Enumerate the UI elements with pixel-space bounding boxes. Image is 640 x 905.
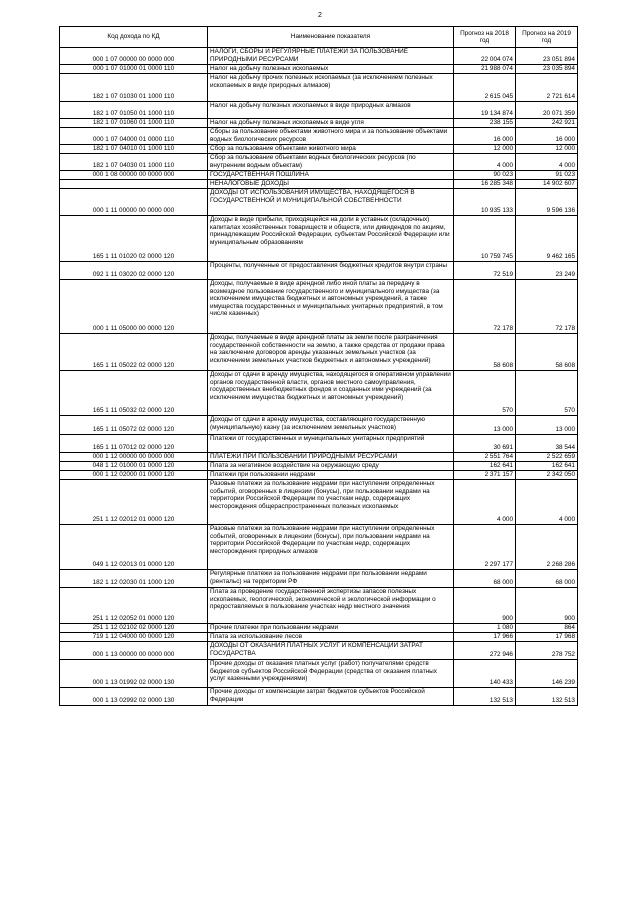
table-row: [60, 624, 578, 633]
row-value-2018: 2 615 045: [454, 74, 516, 102]
header-code: Код дохода по КД: [60, 27, 208, 48]
row-value-2018: 162 641: [454, 462, 516, 471]
row-code: 165 1 11 05072 02 0000 120: [60, 416, 208, 435]
row-value-2019: 278 752: [516, 642, 578, 660]
row-value-2019: 68 000: [516, 570, 578, 588]
row-value-2019: 242 921: [516, 119, 578, 128]
table-row: [60, 453, 578, 462]
row-code: 000 1 07 04000 01 0000 110: [60, 128, 208, 145]
row-name: ДОХОДЫ ОТ ОКАЗАНИЯ ПЛАТНЫХ УСЛУГ И КОМПЕНСАЦИИ ЗАТРАТ ГОСУДАРСТВА: [208, 642, 454, 660]
row-name: Проценты, полученные от предоставления бюджетных кредитов внутри страны: [208, 262, 454, 280]
table-row: [60, 145, 578, 154]
row-value-2018: 90 023: [454, 171, 516, 180]
row-code: 165 1 11 05022 02 0000 120: [60, 334, 208, 371]
row-value-2019: 2 342 050: [516, 471, 578, 480]
row-value-2018: 238 155: [454, 119, 516, 128]
table-row: [60, 480, 578, 525]
row-name: Плата за негативное воздействие на окружающую среду: [208, 462, 454, 471]
row-code: 182 1 07 01060 01 1000 110: [60, 119, 208, 128]
row-value-2019: 4 000: [516, 154, 578, 171]
row-code: 049 1 12 02013 01 0000 120: [60, 525, 208, 570]
row-value-2019: 162 641: [516, 462, 578, 471]
table-row: [60, 371, 578, 416]
row-value-2019: 14 902 607: [516, 180, 578, 189]
table-row: [60, 74, 578, 102]
row-value-2019: 38 544: [516, 435, 578, 453]
row-value-2018: 2 371 157: [454, 471, 516, 480]
row-value-2018: 16 000: [454, 128, 516, 145]
row-value-2018: 30 691: [454, 435, 516, 453]
row-value-2019: 17 968: [516, 633, 578, 642]
row-code: 000 1 12 02000 01 0000 120: [60, 471, 208, 480]
row-value-2019: 132 513: [516, 688, 578, 706]
budget-revenue-table: [59, 26, 578, 706]
row-value-2019: 864: [516, 624, 578, 633]
row-value-2019: 23 051 894: [516, 48, 578, 65]
row-name: Плата за проведение государственной экспертизы запасов полезных ископаемых, геологической, экономической и экологической информации о предоставляемых в пользование участках недр местного значения: [208, 588, 454, 624]
row-value-2018: 17 966: [454, 633, 516, 642]
row-name: Прочие платежи при пользовании недрами: [208, 624, 454, 633]
row-name: ДОХОДЫ ОТ ИСПОЛЬЗОВАНИЯ ИМУЩЕСТВА, НАХОДЯЩЕГОСЯ В ГОСУДАРСТВЕННОЙ И МУНИЦИПАЛЬНОЙ СОБСТВЕННОСТИ: [208, 189, 454, 216]
row-value-2018: 4 000: [454, 154, 516, 171]
row-value-2019: 9 462 165: [516, 216, 578, 262]
table-row: [60, 216, 578, 262]
row-value-2019: 91 023: [516, 171, 578, 180]
row-value-2018: 140 433: [454, 660, 516, 688]
row-code: 251 1 12 02102 02 0000 120: [60, 624, 208, 633]
row-name: Доходы от сдачи в аренду имущества, составляющего государственную (муниципальную) казну (за исключением земельных участков): [208, 416, 454, 435]
table-row: [60, 180, 578, 189]
row-code: 000 1 08 00000 00 0000 000: [60, 171, 208, 180]
header-2018: Прогноз на 2018 год: [454, 27, 516, 48]
row-value-2018: 19 134 874: [454, 102, 516, 119]
row-code: 165 1 11 05032 02 0000 120: [60, 371, 208, 416]
table-row: [60, 588, 578, 624]
header-name: Наименование показателя: [208, 27, 454, 48]
row-code: 182 1 07 01050 01 1000 110: [60, 102, 208, 119]
table-row: [60, 642, 578, 660]
table-row: [60, 65, 578, 74]
row-name: Регулярные платежи за пользование недрами при пользовании недрами (рентальс) на территории РФ: [208, 570, 454, 588]
row-value-2019: 2 721 614: [516, 74, 578, 102]
row-value-2019: 58 608: [516, 334, 578, 371]
row-value-2019: 20 071 359: [516, 102, 578, 119]
row-code: 182 1 07 04010 01 1000 110: [60, 145, 208, 154]
table-row: [60, 334, 578, 371]
row-code: 165 1 11 01020 02 0000 120: [60, 216, 208, 262]
table-row: [60, 171, 578, 180]
table-row: [60, 462, 578, 471]
row-value-2018: 58 608: [454, 334, 516, 371]
row-value-2018: 16 285 348: [454, 180, 516, 189]
row-value-2019: 23 035 894: [516, 65, 578, 74]
row-name: Платежи при пользовании недрами: [208, 471, 454, 480]
row-name: Налог на добычу полезных ископаемых в виде природных алмазов: [208, 102, 454, 119]
row-name: Доходы в виде прибыли, приходящейся на доли в уставных (складочных) капиталах хозяйственных товариществ и обществ, или дивидендов по акциям, принадлежащим Российской Федерации, субъектам Российской Федерации или муниципальным образованиям: [208, 216, 454, 262]
row-code: 000 1 07 01000 01 0000 110: [60, 65, 208, 74]
table-row: [60, 525, 578, 570]
row-value-2019: 146 239: [516, 660, 578, 688]
table-row: [60, 119, 578, 128]
row-code: 000 1 11 05000 00 0000 120: [60, 280, 208, 334]
row-value-2019: 72 178: [516, 280, 578, 334]
row-code: 092 1 11 03020 02 0000 120: [60, 262, 208, 280]
row-code: 000 1 13 01992 02 0000 130: [60, 660, 208, 688]
table-row: [60, 633, 578, 642]
table-row: [60, 570, 578, 588]
table-row: [60, 128, 578, 145]
row-name: Плата за использование лесов: [208, 633, 454, 642]
row-code: 251 1 12 02052 01 0000 120: [60, 588, 208, 624]
row-value-2018: 1 080: [454, 624, 516, 633]
row-value-2018: 72 178: [454, 280, 516, 334]
row-value-2019: 2 522 659: [516, 453, 578, 462]
row-code: [60, 180, 208, 189]
row-name: Налог на добычу прочих полезных ископаемых (за исключением полезных ископаемых в виде природных алмазов): [208, 74, 454, 102]
row-name: ПЛАТЕЖИ ПРИ ПОЛЬЗОВАНИИ ПРИРОДНЫМИ РЕСУРСАМИ: [208, 453, 454, 462]
row-value-2019: 16 000: [516, 128, 578, 145]
row-code: 251 1 12 02012 01 0000 120: [60, 480, 208, 525]
table-header-row: [60, 27, 578, 48]
row-value-2018: 4 000: [454, 480, 516, 525]
row-code: 182 1 07 01030 01 1000 110: [60, 74, 208, 102]
table-row: [60, 688, 578, 706]
row-value-2018: 10 759 745: [454, 216, 516, 262]
table-row: [60, 48, 578, 65]
table-row: [60, 189, 578, 216]
row-value-2018: 132 513: [454, 688, 516, 706]
row-name: Доходы, получаемые в виде арендной либо иной платы за передачу в возмездное пользование государственного и муниципального имущества (за исключением имущества бюджетных и автономных учреждений, а также имущества государственных и муниципальных унитарных предприятий, в том числе казенных): [208, 280, 454, 334]
table-row: [60, 471, 578, 480]
row-value-2019: 900: [516, 588, 578, 624]
row-value-2018: 10 935 133: [454, 189, 516, 216]
row-value-2018: 570: [454, 371, 516, 416]
row-value-2018: 68 000: [454, 570, 516, 588]
row-name: Сборы за пользование объектами животного мира и за пользование объектами водных биологических ресурсов: [208, 128, 454, 145]
row-code: 000 1 13 00000 00 0000 000: [60, 642, 208, 660]
row-code: 048 1 12 01000 01 0000 120: [60, 462, 208, 471]
row-value-2019: 23 249: [516, 262, 578, 280]
row-code: 182 1 07 04030 01 1000 110: [60, 154, 208, 171]
row-value-2018: 22 004 074: [454, 48, 516, 65]
row-code: 000 1 12 00000 00 0000 000: [60, 453, 208, 462]
table-row: [60, 154, 578, 171]
row-code: 719 1 12 04000 00 0000 120: [60, 633, 208, 642]
row-name: Доходы от сдачи в аренду имущества, находящегося в оперативном управлении органов государственной власти, органов местного самоуправления, государственных внебюджетных фондов и созданных ими учреждений (за исключением имущества бюджетных и автономных учреждений): [208, 371, 454, 416]
row-code: 000 1 11 00000 00 0000 000: [60, 189, 208, 216]
header-2019: Прогноз на 2019 год: [516, 27, 578, 48]
row-value-2018: 13 000: [454, 416, 516, 435]
row-name: ГОСУДАРСТВЕННАЯ ПОШЛИНА: [208, 171, 454, 180]
row-name: Прочие доходы от компенсации затрат бюджетов субъектов Российской Федерации: [208, 688, 454, 706]
row-value-2019: 570: [516, 371, 578, 416]
row-code: 000 1 07 00000 00 0000 000: [60, 48, 208, 65]
row-name: НЕНАЛОГОВЫЕ ДОХОДЫ: [208, 180, 454, 189]
row-value-2019: 13 000: [516, 416, 578, 435]
row-name: Сбор за пользование объектами животного мира: [208, 145, 454, 154]
row-code: 165 1 11 07012 02 0000 120: [60, 435, 208, 453]
row-value-2018: 272 946: [454, 642, 516, 660]
row-name: Разовые платежи за пользование недрами при наступлении определенных событий, оговоренных в лицензии (бонусы), при пользовании недрами на территории Российской Федерации по участкам недр, содержащих месторождения природных алмазов: [208, 525, 454, 570]
row-name: Доходы, получаемые в виде арендной платы за земли после разграничения государственной собственности на землю, а также средства от продажи права на заключение договоров аренды указанных земельных участков (за исключением земельных участков бюджетных и автономных учреждений): [208, 334, 454, 371]
row-value-2019: 9 596 136: [516, 189, 578, 216]
row-name: Разовые платежи за пользование недрами при наступлении определенных событий, оговоренных в лицензии (бонусы), при пользовании недрами на территории Российской Федерации по участкам недр, содержащих месторождения общераспространенных полезных ископаемых: [208, 480, 454, 525]
row-value-2018: 12 000: [454, 145, 516, 154]
table-row: [60, 280, 578, 334]
page-number: 2: [318, 12, 322, 19]
row-value-2018: 72 519: [454, 262, 516, 280]
row-name: Прочие доходы от оказания платных услуг (работ) получателями средств бюджетов субъектов Российской Федерации (средства от оказания платных услуг казенными учреждениями): [208, 660, 454, 688]
row-name: Сбор за пользование объектами водных биологических ресурсов (по внутренним водным объектам): [208, 154, 454, 171]
row-value-2019: 2 268 286: [516, 525, 578, 570]
row-value-2019: 12 000: [516, 145, 578, 154]
table-row: [60, 660, 578, 688]
row-name: Налог на добычу полезных ископаемых: [208, 65, 454, 74]
table-row: [60, 102, 578, 119]
row-name: Платежи от государственных и муниципальных унитарных предприятий: [208, 435, 454, 453]
table-row: [60, 435, 578, 453]
row-code: 182 1 12 02030 01 1000 120: [60, 570, 208, 588]
row-value-2018: 21 988 074: [454, 65, 516, 74]
row-value-2018: 2 551 764: [454, 453, 516, 462]
row-name: Налог на добычу полезных ископаемых в виде угля: [208, 119, 454, 128]
row-name: НАЛОГИ, СБОРЫ И РЕГУЛЯРНЫЕ ПЛАТЕЖИ ЗА ПОЛЬЗОВАНИЕ ПРИРОДНЫМИ РЕСУРСАМИ: [208, 48, 454, 65]
row-value-2018: 2 297 177: [454, 525, 516, 570]
row-value-2018: 900: [454, 588, 516, 624]
row-value-2019: 4 000: [516, 480, 578, 525]
table-row: [60, 416, 578, 435]
row-code: 000 1 13 02992 02 0000 130: [60, 688, 208, 706]
table-row: [60, 262, 578, 280]
